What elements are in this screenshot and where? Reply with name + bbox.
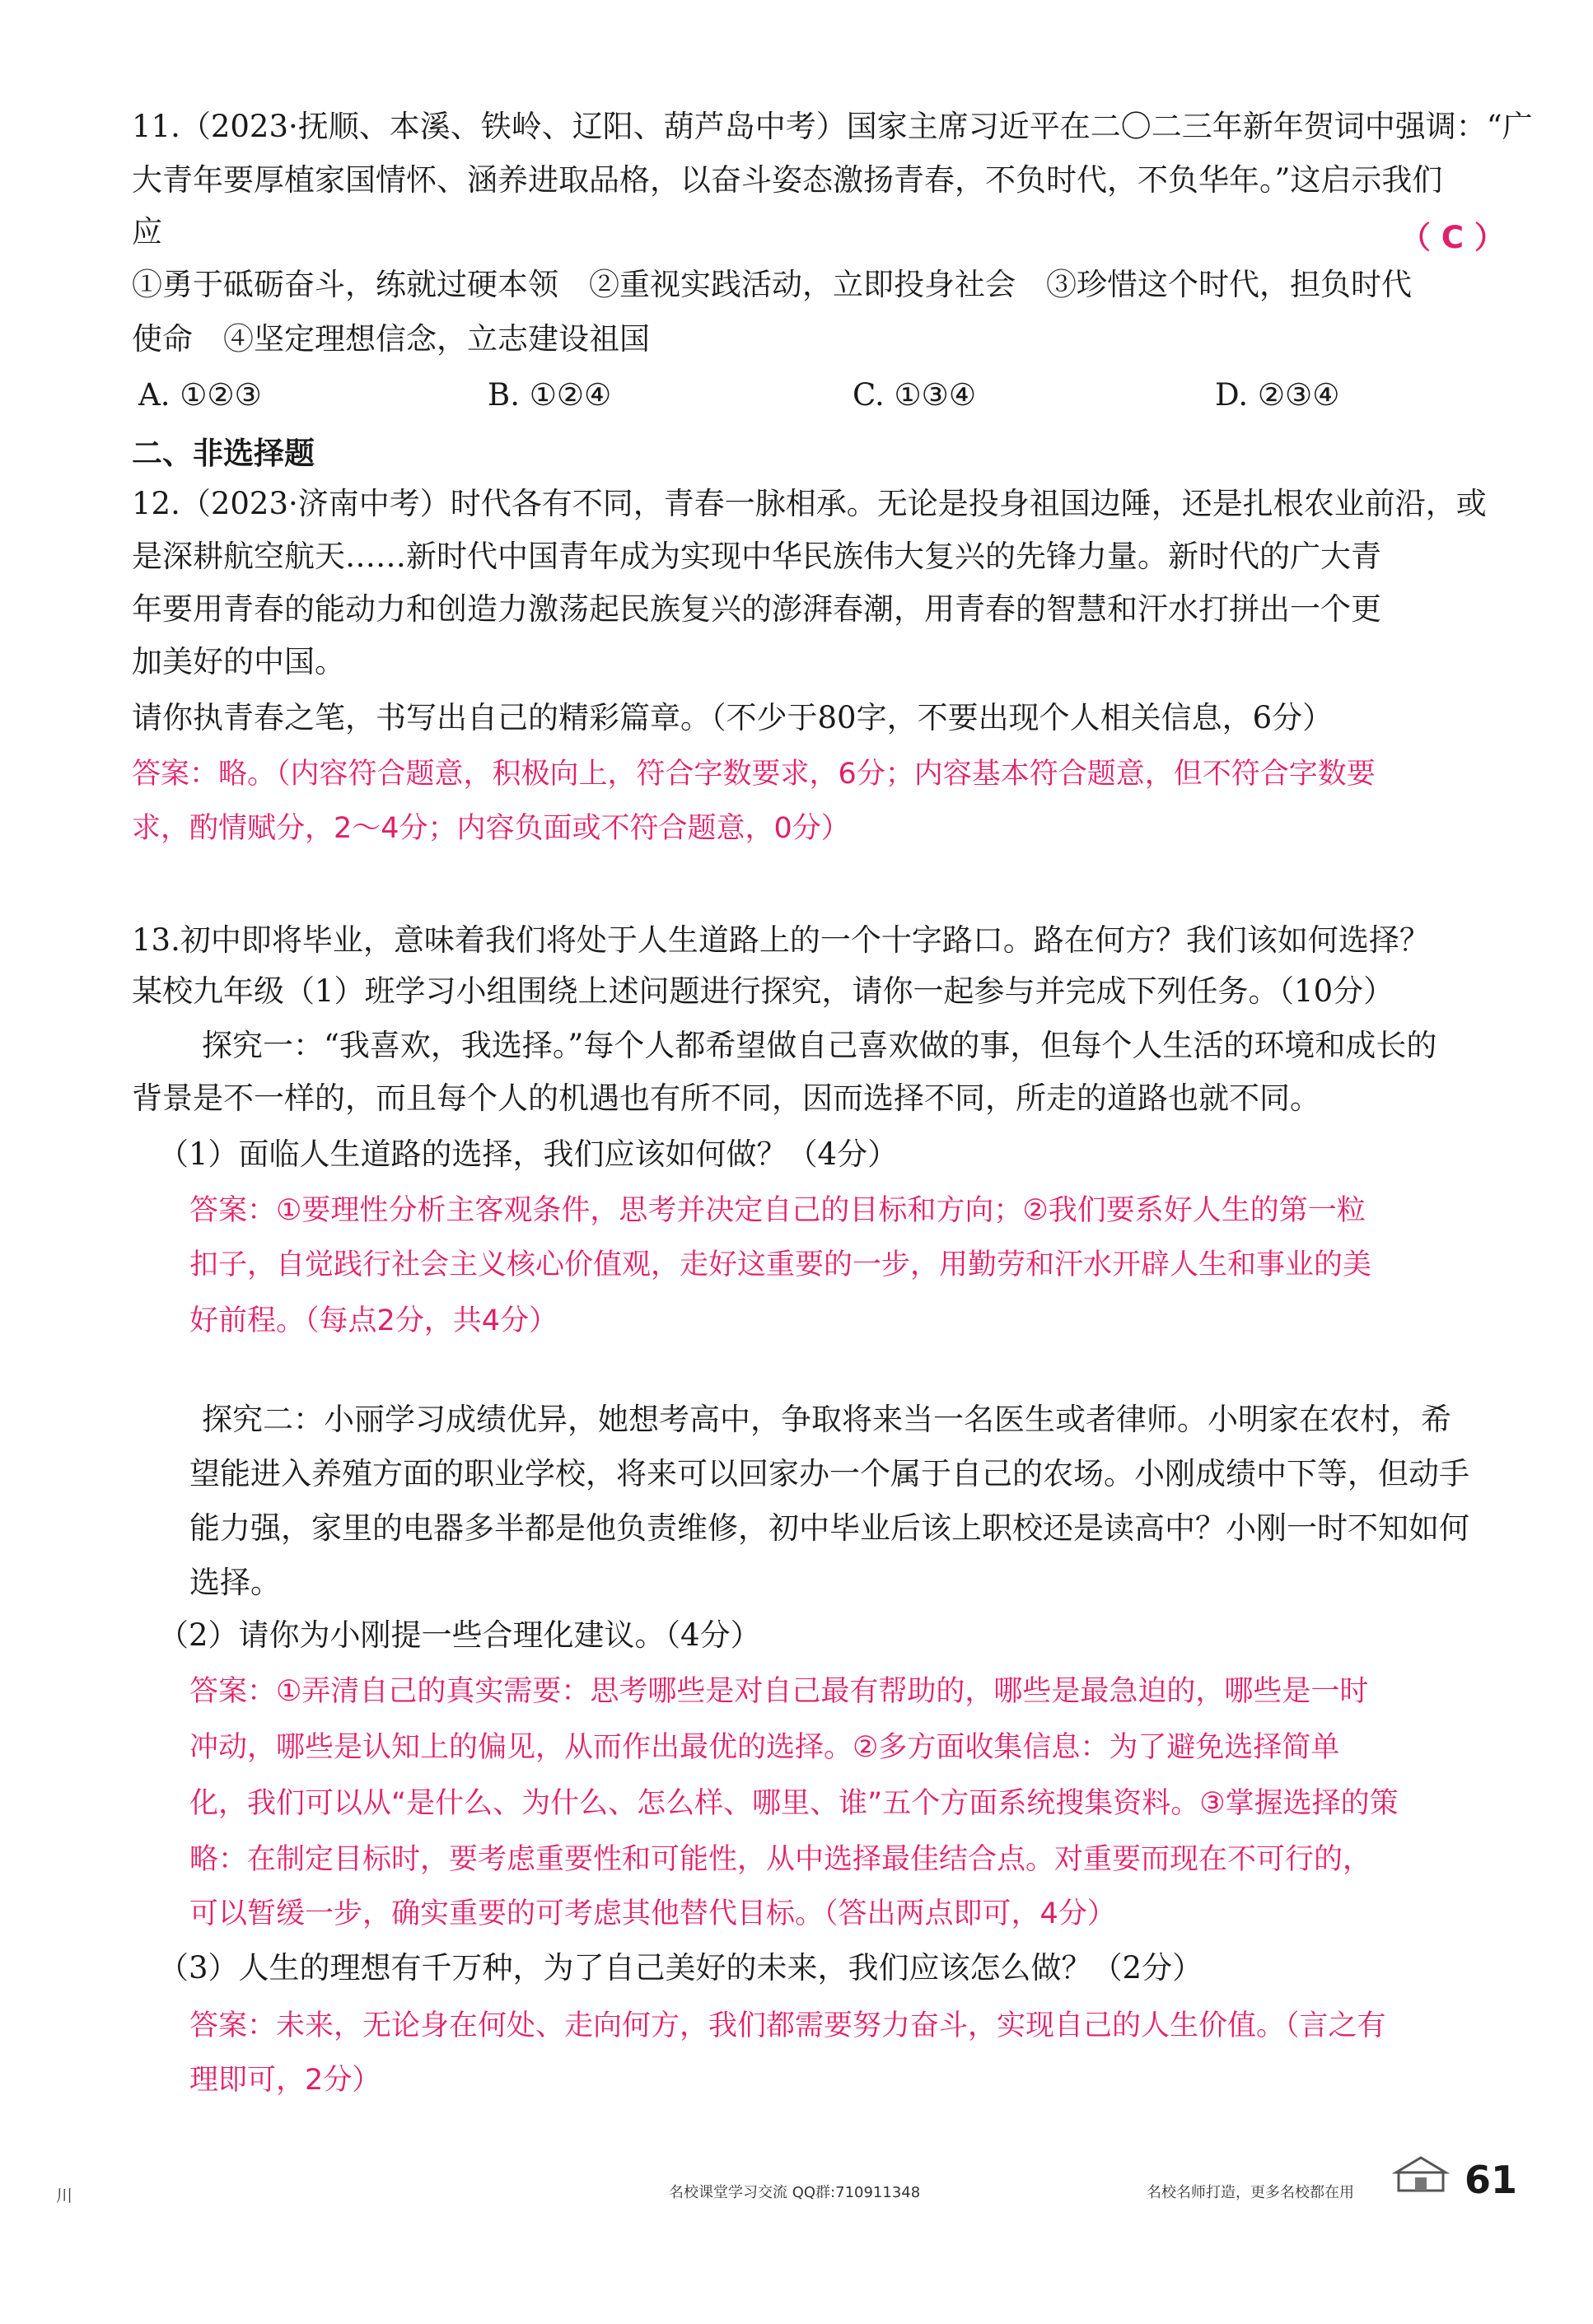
q13-ans1-1: 答案：①要理性分析主客观条件，思考并决定自己的目标和方向；②我们要系好人生的第一粒 (189, 1194, 1366, 1227)
q13-ans2-3: 化，我们可以从“是什么、为什么、怎么样、哪里、谁”五个方面系统搜集资料。③掌握选择的策 (189, 1787, 1399, 1820)
q11-option-c: C. ①③④ (853, 377, 977, 413)
q13-ans2-5: 可以暂缓一步，确实重要的可考虑其他替代目标。（答出两点即可，4分） (189, 1897, 1116, 1930)
q13-explore2-4: 选择。 (189, 1565, 281, 1600)
q13-ans3-1: 答案：未来，无论身在何处、走向何方，我们都需要努力奋斗，实现自己的人生价值。（言之有 (189, 2009, 1386, 2042)
q12-line-4: 加美好的中国。 (132, 644, 345, 679)
q13-explore1-2: 背景是不一样的，而且每个人的机遇也有所不同，因而选择不同，所走的道路也就不同。 (132, 1080, 1320, 1116)
q11-answer: （ C ） (1400, 220, 1505, 255)
q13-ans3-2: 理即可，2分） (189, 2064, 381, 2097)
q13-intro-1: 13.初中即将毕业，意味着我们将处于人生道路上的一个十字路口。路在何方？我们该如何选择？ (132, 922, 1430, 958)
q13-ans1-3: 好前程。（每点2分，共4分） (189, 1304, 558, 1337)
footer-right-text: 名校名师打造，更多名校都在用 (1147, 2184, 1354, 2201)
q11-statements-2: 使命 ④坚定理想信念，立志建设祖国 (132, 321, 650, 357)
q13-ans2-4: 略：在制定目标时，要考虑重要性和可能性，从中选择最佳结合点。对重要而现在不可行的， (189, 1843, 1372, 1876)
q13-ans2-1: 答案：①弄清自己的真实需要：思考哪些是对自己最有帮助的，哪些是最急迫的，哪些是一时 (189, 1675, 1369, 1708)
q11-line-2: 大青年要厚植家国情怀、涵养进取品格，以奋斗姿态激扬青春，不负时代，不负华年。”这启示我们 (132, 162, 1443, 198)
q12-line-5: 请你执青春之笔，书写出自己的精彩篇章。（不少于80字，不要出现个人相关信息，6分） (132, 700, 1334, 735)
q11-line-3: 应 (132, 214, 162, 250)
q12-line-2: 是深耕航空航天……新时代中国青年成为实现中华民族伟大复兴的先锋力量。新时代的广大青 (132, 539, 1381, 574)
q12-answer-1: 答案：略。（内容符合题意，积极向上，符合字数要求，6分；内容基本符合题意，但不符合字数要 (132, 758, 1376, 791)
section-title: 二、非选择题 (132, 436, 315, 471)
q11-line-1: 11.（2023·抚顺、本溪、铁岭、辽阳、葫芦岛中考）国家主席习近平在二〇二三年新年贺词中强调：“广 (132, 109, 1533, 144)
q13-sub3: （3）人生的理想有千万种，为了自己美好的未来，我们应该怎么做？（2分） (158, 1950, 1203, 1986)
page-number: 61 (1465, 2158, 1518, 2202)
q13-sub2: （2）请你为小刚提一些合理化建议。（4分） (158, 1617, 761, 1653)
q11-answer-bracket (1400, 212, 1505, 257)
publisher-logo-icon (1392, 2151, 1450, 2200)
q13-intro-2: 某校九年级（1）班学习小组围绕上述问题进行探究，请你一起参与并完成下列任务。（10分） (132, 973, 1394, 1009)
q13-ans2-2: 冲动，哪些是认知上的偏见，从而作出最优的选择。②多方面收集信息：为了避免选择简单 (189, 1731, 1340, 1764)
footer-center-text: 名校课堂学习交流 QQ群:710911348 (669, 2184, 921, 2201)
q13-explore1-1: 探究一：“我喜欢，我选择。”每个人都希望做自己喜欢做的事，但每个人生活的环境和成长的 (202, 1028, 1437, 1063)
q12-line-1: 12.（2023·济南中考）时代各有不同，青春一脉相承。无论是投身祖国边陲，还是扎根农业前沿，或 (132, 486, 1487, 521)
q13-sub1: （1）面临人生道路的选择，我们应该如何做？（4分） (158, 1136, 899, 1172)
q11-option-b: B. ①②④ (488, 377, 612, 413)
footer-left-mark: 川 (56, 2186, 72, 2205)
q13-explore2-3: 能力强，家里的电器多半都是他负责维修，初中毕业后该上职校还是读高中？小刚一时不知如何 (189, 1510, 1469, 1546)
q13-ans1-2: 扣子，自觉践行社会主义核心价值观，走好这重要的一步，用勤劳和汗水开辟人生和事业的美 (189, 1248, 1372, 1281)
q11-option-a: A. ①②③ (138, 377, 262, 413)
q13-explore2-2: 望能进入养殖方面的职业学校，将来可以回家办一个属于自己的农场。小刚成绩中下等，但动手 (189, 1456, 1469, 1491)
q11-statements-1: ①勇于砥砺奋斗，练就过硬本领 ②重视实践活动，立即投身社会 ③珍惜这个时代，担负时代 (132, 267, 1412, 302)
q12-line-3: 年要用青春的能动力和创造力激荡起民族复兴的澎湃春潮，用青春的智慧和汗水打拼出一个更 (132, 591, 1381, 627)
q11-option-d: D. ②③④ (1215, 377, 1340, 413)
q12-answer-2: 求，酌情赋分，2～4分；内容负面或不符合题意，0分） (132, 812, 850, 845)
q13-explore2-1: 探究二：小丽学习成绩优异，她想考高中，争取将来当一名医生或者律师。小明家在农村，希 (202, 1402, 1451, 1437)
